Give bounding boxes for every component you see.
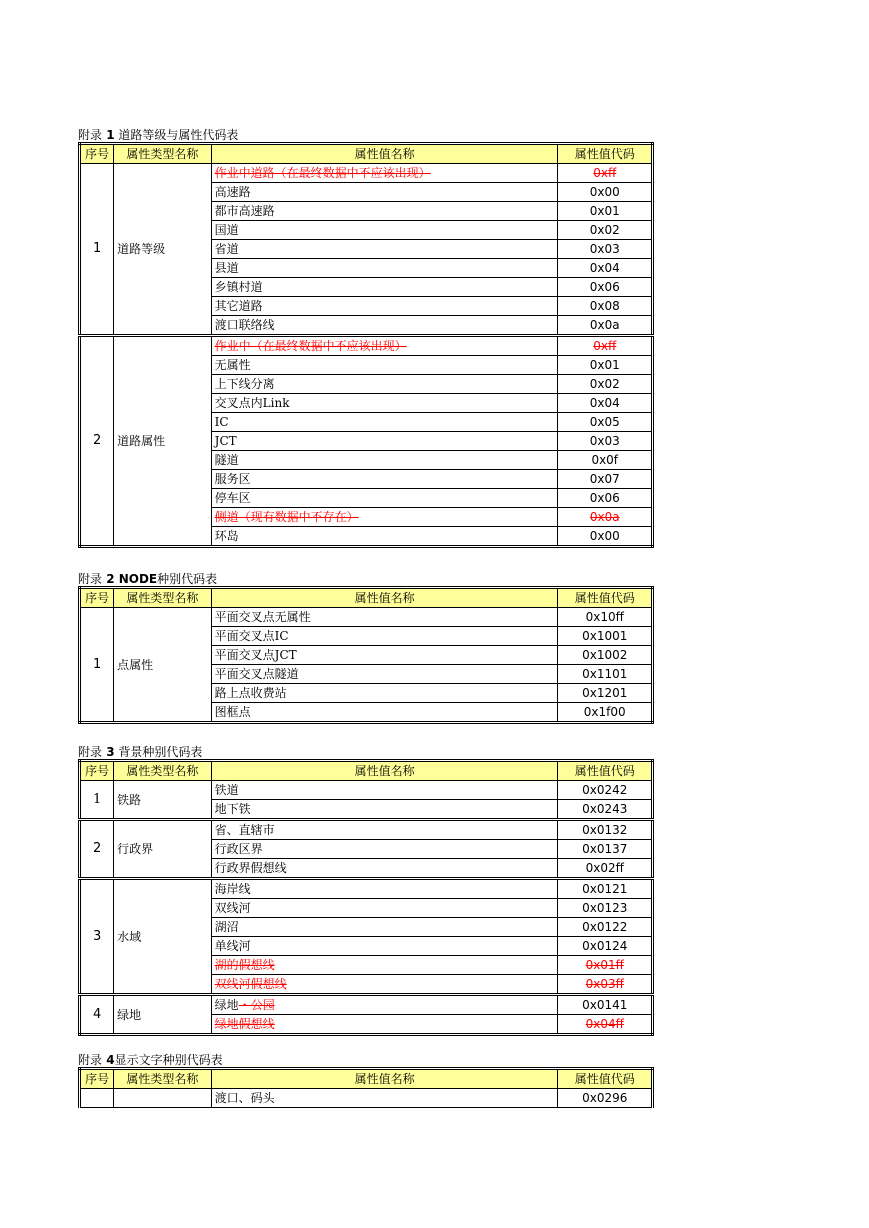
value-code-cell: 0x0f — [558, 451, 653, 470]
row-seq-cell: 1 — [80, 608, 114, 723]
value-name-text: 平面交叉点JCT — [214, 648, 297, 662]
value-name-cell — [211, 918, 558, 937]
value-name-text: 海岸线 — [214, 882, 251, 896]
value-name-text: 铁道 — [214, 783, 239, 797]
value-code-cell: 0x0a — [558, 508, 653, 527]
value-code-cell: 0x02 — [558, 221, 653, 240]
row-seq-cell: 2 — [80, 820, 114, 879]
value-name-text: 省、直辖市 — [214, 823, 275, 837]
header-value-code: 属性值代码 — [558, 761, 653, 781]
value-code-cell: 0x08 — [558, 297, 653, 316]
value-name-text: 县道 — [214, 261, 239, 275]
row-type-cell: 点属性 — [114, 608, 212, 723]
appendix-2-table — [78, 586, 654, 724]
table-header-row — [80, 761, 653, 781]
table-header-row — [80, 1069, 653, 1089]
value-code-cell: 0x0141 — [558, 995, 653, 1015]
appendix-4-caption: 附录 4显示文字种别代码表 — [78, 1053, 223, 1067]
row-seq-cell: 2 — [80, 336, 114, 547]
row-type-cell: 行政界 — [114, 820, 212, 879]
value-code-cell: 0x04 — [558, 394, 653, 413]
value-name-text: 单线河 — [214, 939, 251, 953]
value-name-cell — [211, 1015, 558, 1035]
value-name-cell — [211, 975, 558, 995]
appendix-2-caption: 附录 2 NODE种别代码表 — [78, 572, 218, 586]
header-value-name: 属性值名称 — [211, 1069, 558, 1089]
value-name-cell — [211, 1089, 558, 1108]
table-header-row — [80, 588, 653, 608]
value-code-cell: 0xff — [558, 164, 653, 183]
row-seq-cell — [80, 1089, 114, 1108]
value-code-cell: 0x00 — [558, 183, 653, 202]
value-name-cell — [211, 995, 558, 1015]
value-name-text: 绿地假想线 — [214, 1017, 275, 1031]
value-code-cell: 0x0121 — [558, 879, 653, 899]
table-row — [80, 879, 653, 899]
value-name-text: 高速路 — [214, 185, 251, 199]
row-type-cell: 绿地 — [114, 995, 212, 1035]
appendix-3-table — [78, 759, 654, 1036]
value-name-text: 侧道（现有数据中不存在） — [214, 510, 359, 524]
value-code-cell: 0x0123 — [558, 899, 653, 918]
value-name-cell — [211, 240, 558, 259]
table-header-row — [80, 144, 653, 164]
row-type-cell: 道路属性 — [114, 336, 212, 547]
value-name-text: 地下铁 — [214, 802, 251, 816]
value-name-cell — [211, 183, 558, 202]
value-name-text: 都市高速路 — [214, 204, 275, 218]
header-value-code: 属性值代码 — [558, 144, 653, 164]
row-type-cell: 水域 — [114, 879, 212, 995]
value-code-cell: 0xff — [558, 336, 653, 356]
header-seq: 序号 — [80, 144, 114, 164]
value-code-cell: 0x01 — [558, 356, 653, 375]
value-code-cell: 0x07 — [558, 470, 653, 489]
table-row — [80, 995, 653, 1015]
value-name-cell — [211, 899, 558, 918]
value-name-cell — [211, 375, 558, 394]
appendix-1-table — [78, 142, 654, 548]
value-name-cell — [211, 684, 558, 703]
value-code-cell: 0x02ff — [558, 859, 653, 879]
value-name-text: 其它道路 — [214, 299, 263, 313]
value-code-cell: 0x1201 — [558, 684, 653, 703]
row-type-cell — [114, 1089, 212, 1108]
value-name-cell — [211, 259, 558, 278]
table-row — [80, 820, 653, 840]
value-name-text: 双线河假想线 — [214, 977, 287, 991]
value-name-cell — [211, 840, 558, 859]
value-code-cell: 0x04 — [558, 259, 653, 278]
value-name-text: 隧道 — [214, 453, 239, 467]
value-name-cell — [211, 859, 558, 879]
value-name-text: 作业中（在最终数据中不应该出现） — [214, 339, 407, 353]
value-code-cell: 0x0132 — [558, 820, 653, 840]
value-name-text: 作业中道路（在最终数据中不应该出现） — [214, 166, 431, 180]
value-name-struck-suffix: ・公园 — [238, 998, 275, 1012]
value-name-cell — [211, 356, 558, 375]
value-code-cell: 0x01ff — [558, 956, 653, 975]
value-code-cell: 0x1001 — [558, 627, 653, 646]
header-type-name: 属性类型名称 — [114, 144, 212, 164]
value-code-cell: 0x03 — [558, 432, 653, 451]
value-code-cell: 0x06 — [558, 278, 653, 297]
value-name-cell — [211, 278, 558, 297]
value-name-text: 湖沼 — [214, 920, 239, 934]
value-name-text: 上下线分离 — [214, 377, 275, 391]
header-type-name: 属性类型名称 — [114, 761, 212, 781]
value-code-cell: 0x0122 — [558, 918, 653, 937]
value-name-text: 停车区 — [214, 491, 251, 505]
value-name-text: 国道 — [214, 223, 239, 237]
header-value-name: 属性值名称 — [211, 761, 558, 781]
row-type-cell: 道路等级 — [114, 164, 212, 336]
value-code-cell: 0x03ff — [558, 975, 653, 995]
value-code-cell: 0x0242 — [558, 781, 653, 800]
value-code-cell: 0x01 — [558, 202, 653, 221]
value-code-cell: 0x10ff — [558, 608, 653, 627]
value-name-cell — [211, 451, 558, 470]
value-name-cell — [211, 297, 558, 316]
value-name-text: 平面交叉点IC — [214, 629, 289, 643]
value-name-cell — [211, 316, 558, 336]
header-value-name: 属性值名称 — [211, 144, 558, 164]
appendix-2-section — [78, 572, 654, 724]
value-name-text: 平面交叉点隧道 — [214, 667, 299, 681]
value-name-cell — [211, 527, 558, 547]
value-name-cell — [211, 879, 558, 899]
value-code-cell: 0x1101 — [558, 665, 653, 684]
header-value-code: 属性值代码 — [558, 588, 653, 608]
value-name-text: 渡口联络线 — [214, 318, 275, 332]
value-code-cell: 0x0a — [558, 316, 653, 336]
table-row — [80, 164, 653, 183]
header-value-code: 属性值代码 — [558, 1069, 653, 1089]
value-name-cell — [211, 394, 558, 413]
row-type-cell: 铁路 — [114, 781, 212, 820]
appendix-4-section — [78, 1053, 654, 1108]
value-code-cell: 0x1002 — [558, 646, 653, 665]
value-code-cell: 0x0296 — [558, 1089, 653, 1108]
value-name-cell — [211, 608, 558, 627]
value-name-cell — [211, 413, 558, 432]
appendix-1-caption: 附录 1 道路等级与属性代码表 — [78, 128, 239, 142]
row-seq-cell: 1 — [80, 781, 114, 820]
value-name-cell — [211, 937, 558, 956]
header-value-name: 属性值名称 — [211, 588, 558, 608]
value-name-cell — [211, 489, 558, 508]
value-name-text: 湖的假想线 — [214, 958, 275, 972]
appendix-3-caption: 附录 3 背景种别代码表 — [78, 745, 203, 759]
value-name-text: 无属性 — [214, 358, 251, 372]
value-name-text: 服务区 — [214, 472, 251, 486]
value-name-cell — [211, 432, 558, 451]
value-name-text: 交叉点内Link — [214, 396, 290, 410]
value-name-cell — [211, 164, 558, 183]
table-row — [80, 781, 653, 800]
value-name-text: IC — [214, 415, 229, 429]
value-code-cell: 0x00 — [558, 527, 653, 547]
value-name-cell — [211, 646, 558, 665]
value-code-cell: 0x02 — [558, 375, 653, 394]
value-name-cell — [211, 800, 558, 820]
header-type-name: 属性类型名称 — [114, 1069, 212, 1089]
value-name-cell — [211, 665, 558, 684]
value-name-cell — [211, 336, 558, 356]
value-name-text: 行政界假想线 — [214, 861, 287, 875]
value-code-cell: 0x0243 — [558, 800, 653, 820]
value-name-cell — [211, 470, 558, 489]
row-seq-cell: 4 — [80, 995, 114, 1035]
value-code-cell: 0x03 — [558, 240, 653, 259]
row-seq-cell: 1 — [80, 164, 114, 336]
value-name-text: 双线河 — [214, 901, 251, 915]
value-name-text: JCT — [214, 434, 237, 448]
value-name-text: 渡口、码头 — [214, 1091, 275, 1105]
value-name-cell — [211, 627, 558, 646]
value-name-text: 省道 — [214, 242, 239, 256]
appendix-4-table — [78, 1067, 654, 1108]
value-name-text: 行政区界 — [214, 842, 263, 856]
value-name-text: 路上点收费站 — [214, 686, 287, 700]
value-code-cell: 0x04ff — [558, 1015, 653, 1035]
value-name-text: 绿地 — [214, 998, 239, 1012]
value-name-cell — [211, 202, 558, 221]
value-code-cell: 0x05 — [558, 413, 653, 432]
header-seq: 序号 — [80, 1069, 114, 1089]
value-name-cell — [211, 703, 558, 723]
appendix-3-section — [78, 745, 654, 1036]
value-name-cell — [211, 781, 558, 800]
value-code-cell: 0x0137 — [558, 840, 653, 859]
table-row — [80, 336, 653, 356]
value-name-cell — [211, 221, 558, 240]
value-code-cell: 0x1f00 — [558, 703, 653, 723]
row-seq-cell: 3 — [80, 879, 114, 995]
header-seq: 序号 — [80, 761, 114, 781]
header-seq: 序号 — [80, 588, 114, 608]
table-row — [80, 1089, 653, 1108]
table-row — [80, 608, 653, 627]
value-name-text: 平面交叉点无属性 — [214, 610, 311, 624]
value-name-text: 乡镇村道 — [214, 280, 263, 294]
appendix-1-section — [78, 128, 654, 548]
value-code-cell: 0x06 — [558, 489, 653, 508]
value-name-text: 环岛 — [214, 529, 239, 543]
header-type-name: 属性类型名称 — [114, 588, 212, 608]
value-name-text: 图框点 — [214, 705, 251, 719]
value-code-cell: 0x0124 — [558, 937, 653, 956]
value-name-cell — [211, 820, 558, 840]
value-name-cell — [211, 508, 558, 527]
value-name-cell — [211, 956, 558, 975]
